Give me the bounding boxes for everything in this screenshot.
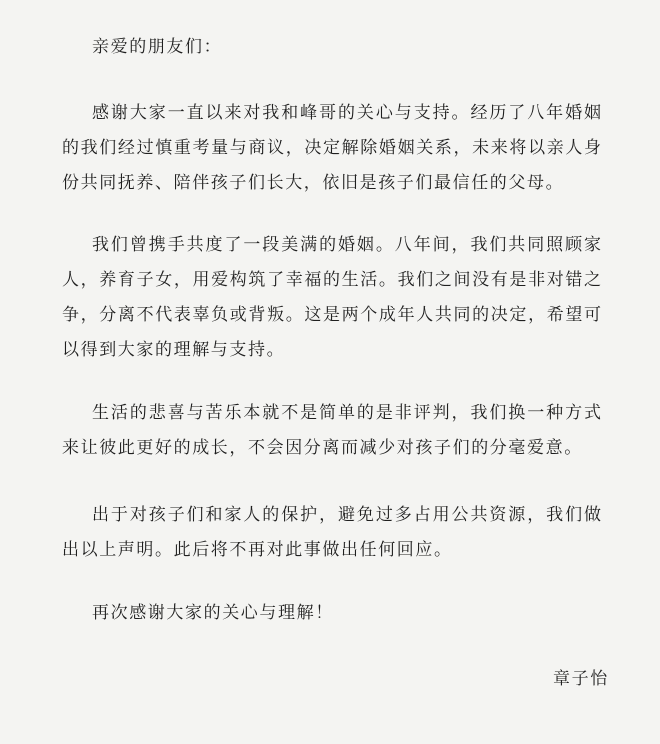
paragraph-line: 的我们经过慎重考量与商议，决定解除婚姻关系，未来将以亲人身 [62,138,601,158]
signature: 章子怡 [553,669,609,689]
closing-line: 再次感谢大家的关心与理解！ [92,603,334,623]
paragraph-line: 份共同抚养、陪伴孩子们长大，依旧是孩子们最信任的父母。 [62,173,565,193]
paragraph-line: 感谢大家一直以来对我和峰哥的关心与支持。经历了八年婚姻 [92,103,601,123]
paragraph-line: 以得到大家的理解与支持。 [62,340,286,360]
paragraph-line: 出于对孩子们和家人的保护，避免过多占用公共资源，我们做 [92,505,601,525]
paragraph-line: 生活的悲喜与苦乐本就不是简单的是非评判，我们换一种方式 [92,403,601,423]
paragraph-line: 我们曾携手共度了一段美满的婚姻。八年间，我们共同照顾家 [92,235,601,255]
paragraph-1 [62,96,601,201]
paragraph-4 [62,498,601,568]
paragraph-line: 来让彼此更好的成长，不会因分离而减少对孩子们的分毫爱意。 [62,438,583,458]
paragraph-line: 人，养育子女，用爱构筑了幸福的生活。我们之间没有是非对错之 [62,270,601,290]
paragraph-line: 争，分离不代表辜负或背叛。这是两个成年人共同的决定，希望可 [62,305,601,325]
paragraph-3 [62,396,601,466]
salutation: 亲爱的朋友们： [92,37,223,57]
paragraph-2 [62,228,601,368]
paragraph-line: 出以上声明。此后将不再对此事做出任何回应。 [62,540,453,560]
